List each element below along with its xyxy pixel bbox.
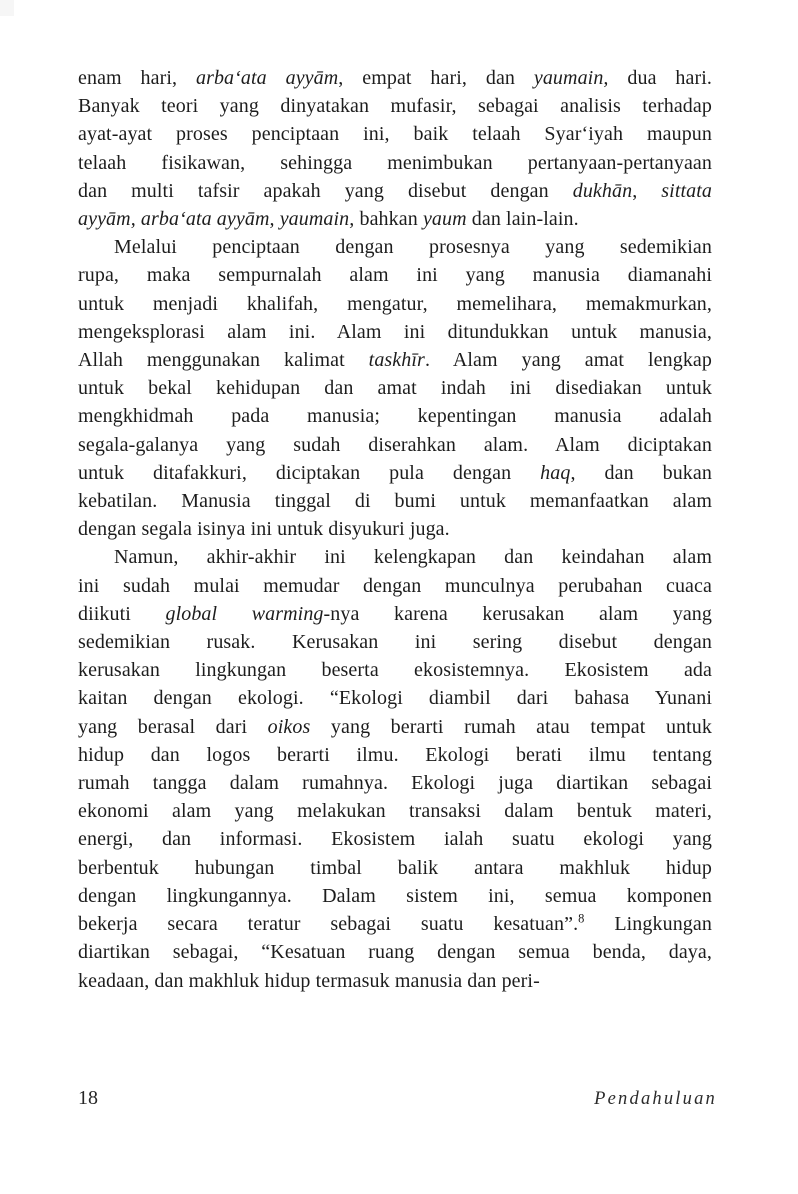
running-footer-title: Pendahuluan [594,1089,717,1109]
text-segment: dengan lingkungannya. Dalam sistem ini, semua komponen [78,884,712,907]
text-segment: kaitan dengan ekologi. “Ekologi diambil dari bahasa Yunani [78,687,712,710]
text-line [78,149,712,177]
text-line [78,825,712,853]
text-line [78,515,712,543]
text-segment: ayyām, arba‘ata ayyām, yaumain, [78,208,355,231]
text-segment: ini sudah mulai memudar dengan munculnya perubahan cuaca [78,574,712,597]
text-segment: , [632,179,662,202]
text-line [78,459,712,487]
text-segment: kebatilan. Manusia tinggal di bumi untuk memanfaatkan alam [78,490,712,513]
text-segment: dukhān [572,179,633,202]
text-line [78,797,712,825]
text-segment: keadaan, dan makhluk hidup termasuk manusia dan peri- [78,969,540,992]
text-segment: dua hari. [608,67,712,89]
page-footer [78,1087,717,1110]
text-line [78,600,712,628]
text-segment: diikuti [78,602,166,625]
text-line [78,374,712,402]
text-line [78,543,712,571]
text-segment: haq [540,461,571,484]
text-line [78,177,712,205]
text-line [78,741,712,769]
text-line [78,120,712,148]
text-segment: yaum [422,208,467,231]
text-segment: Melalui penciptaan dengan prosesnya yang sedemikian [114,236,712,259]
text-line [78,967,712,995]
text-segment: segala-galanya yang sudah diserahkan alam. Alam diciptakan [78,433,712,456]
text-segment: , dan bukan [570,461,712,484]
text-line [78,938,712,966]
text-segment: taskhīr [368,349,425,372]
text-segment: sittata [661,179,712,202]
text-segment: yang berasal dari [78,715,268,738]
text-segment: arba‘ata ayyām [195,67,339,89]
text-line [78,402,712,430]
text-line [78,854,712,882]
text-segment: . Alam yang amat lengkap [424,349,712,372]
text-segment: oikos [267,715,311,738]
text-segment: mengeksplorasi alam ini. Alam ini ditundukkan untuk manusia, [78,320,712,343]
text-segment: Lingkungan [584,913,712,936]
text-segment: mengkhidmah pada manusia; kepentingan manusia adalah [78,405,712,428]
text-segment: energi, dan informasi. Ekosistem ialah suatu ekologi yang [78,828,712,851]
text-line [78,882,712,910]
text-segment: diartikan sebagai, “Kesatuan ruang dengan semua benda, daya, [78,941,712,964]
text-line [78,233,712,261]
text-line [78,431,712,459]
text-segment: hidup dan logos berarti ilmu. Ekologi berati ilmu tentang [78,743,712,766]
text-line [78,572,712,600]
text-line [78,910,712,938]
scan-corner-artifact [0,0,14,16]
text-segment: dan multi tafsir apakah yang disebut dengan [78,179,573,202]
text-line [78,205,712,233]
page-number: 18 [78,1087,98,1109]
footnote-ref: 8 [578,911,585,926]
text-line [78,64,712,92]
text-segment: yang berarti rumah atau tempat untuk [310,715,713,738]
text-segment: -nya karena kerusakan alam yang [323,602,713,625]
text-line [78,346,712,374]
text-line [78,684,712,712]
text-segment: telaah fisikawan, sehingga menimbukan pertanyaan-pertanyaan [78,151,712,174]
text-segment: bekerja secara teratur sebagai suatu kesatuan”. [78,913,579,936]
text-segment: untuk bekal kehidupan dan amat indah ini disediakan untuk [78,377,712,400]
text-line [78,713,712,741]
text-segment: , empat hari, dan [338,67,534,89]
body-text [78,64,712,995]
text-segment: dan lain-lain. [466,208,579,231]
text-segment: untuk menjadi khalifah, mengatur, memelihara, memakmurkan, [78,292,712,315]
text-segment: rumah tangga dalam rumahnya. Ekologi juga diartikan sebagai [78,772,712,795]
text-segment: yaumain, [533,67,609,89]
text-segment: dengan segala isinya ini untuk disyukuri juga. [78,518,450,541]
text-line [78,290,712,318]
text-segment: rupa, maka sempurnalah alam ini yang manusia diamanahi [78,264,712,287]
text-line [78,92,712,120]
text-line [78,318,712,346]
text-segment: global warming [165,602,324,625]
text-line [78,487,712,515]
text-segment: berbentuk hubungan timbal balik antara makhluk hidup [78,856,712,879]
text-segment: bahkan [354,208,423,231]
text-line [78,769,712,797]
text-segment: kerusakan lingkungan beserta ekosistemnya. Ekosistem ada [78,659,712,682]
text-segment: Banyak teori yang dinyatakan mufasir, sebagai analisis terhadap [78,95,712,118]
text-segment: untuk ditafakkuri, diciptakan pula dengan [78,461,541,484]
text-line [78,261,712,289]
text-segment: ekonomi alam yang melakukan transaksi dalam bentuk materi, [78,800,712,823]
text-segment: enam hari, [78,67,196,89]
text-segment: Allah menggunakan kalimat [78,349,369,372]
text-line [78,628,712,656]
text-line [78,656,712,684]
text-segment: sedemikian rusak. Kerusakan ini sering disebut dengan [78,631,712,654]
text-segment: ayat-ayat proses penciptaan ini, baik telaah Syar‘iyah maupun [78,123,712,146]
text-segment: Namun, akhir-akhir ini kelengkapan dan keindahan alam [114,546,712,569]
